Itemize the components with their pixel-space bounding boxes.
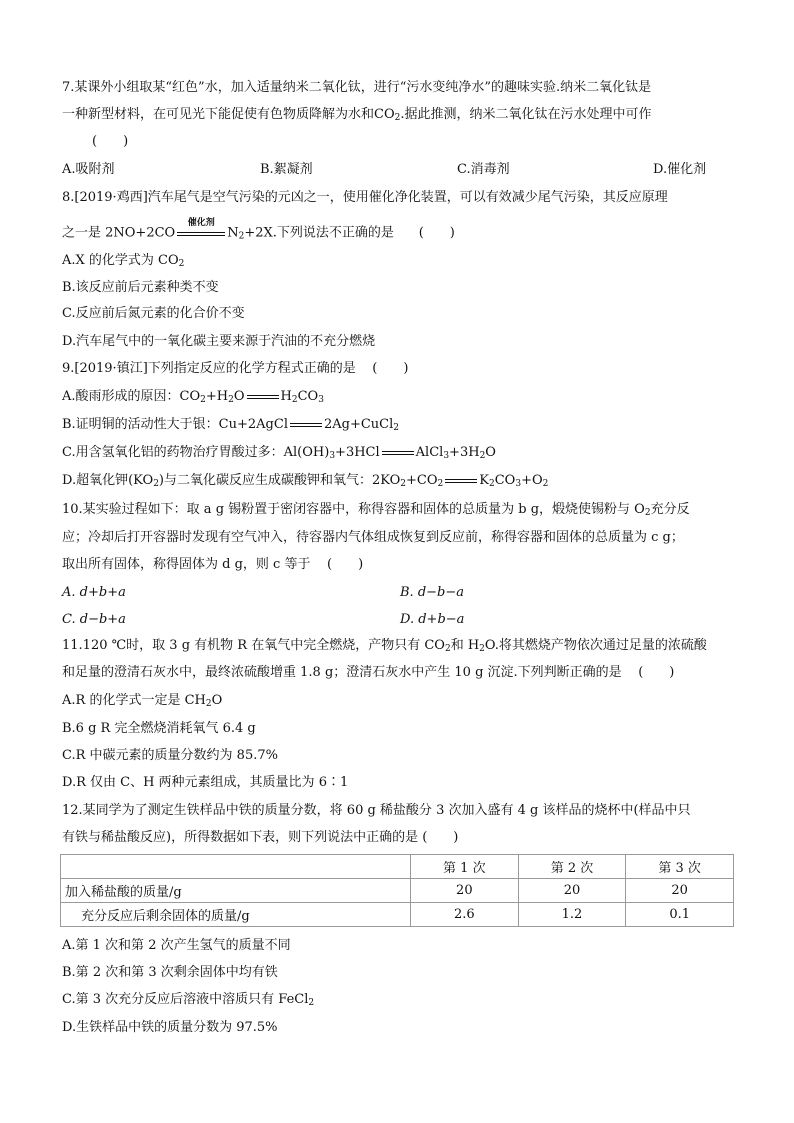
q7-option-a: A.吸附剂 [62, 162, 115, 177]
q10-stem-line-3: 取出所有固体，称得固体为 d g，则 c 等于 ( ) [62, 557, 364, 572]
q8-stem-line-1: 8.[2019·鸡西]汽车尾气是空气污染的元凶之一，使用催化净化装置，可以有效减少尾气污染，其反应原理 [62, 190, 668, 205]
q9-stem: 9.[2019·镇江]下列指定反应的化学方程式正确的是 ( ) [62, 361, 409, 376]
q12-option-d: D.生铁样品中铁的质量分数为 97.5% [62, 1020, 278, 1035]
q7-option-b: B.絮凝剂 [260, 162, 313, 177]
q11-stem-line-1: 11.120 ℃时，取 3 g 有机物 R 在氧气中完全燃烧，产物只有 $CO_2$和 $H_2O$.将其燃烧产物依次通过足量的浓硫酸 [62, 638, 707, 654]
q12-option-b: B.第 2 次和第 3 次剩余固体中均有铁 [62, 965, 278, 980]
q9-option-a: A.酸雨形成的原因：$CO_2+H_2O$ $H_2CO_3$ [62, 389, 324, 405]
q8-option-a: A.X 的化学式为 $CO_2$ [62, 253, 185, 269]
table-cell: 1.2 [518, 903, 626, 927]
q7-option-d: D.催化剂 [653, 162, 707, 177]
q12-option-c: C.第 3 次充分反应后溶液中溶质只有 FeCl$_2$ [62, 992, 315, 1008]
table-header-cell: 第 1 次 [411, 855, 519, 879]
table-header-row [61, 855, 734, 879]
q8-stem-line-2: 之一是 2NO+2CO 催化剂 $N_2+2X$.下列说法不正确的是 ( ) [62, 218, 455, 242]
q8-option-d: D.汽车尾气中的一氧化碳主要来源于汽油的不充分燃烧 [62, 334, 376, 349]
q10-option-a: A. d+b+a [62, 585, 126, 600]
table-cell: 0.1 [626, 903, 734, 927]
q10-option-c: C. d−b+a [62, 612, 126, 627]
table-row-label: 加入稀盐酸的质量/g [61, 879, 411, 903]
q12-option-a: A.第 1 次和第 2 次产生氢气的质量不同 [62, 938, 291, 953]
q11-option-d: D.R 仅由 C、H 两种元素组成，其质量比为 6∶1 [62, 775, 349, 790]
q12-data-table [60, 854, 734, 927]
q11-option-a: A.R 的化学式一定是 $CH_2O$ [62, 693, 223, 709]
table-cell: 20 [518, 879, 626, 903]
q11-option-b: B.6 g R 完全燃烧消耗氧气 6.4 g [62, 721, 256, 736]
q12-stem-line-2: 有铁与稀盐酸反应)，所得数据如下表，则下列说法中正确的是 ( ) [62, 830, 459, 845]
q8-option-c: C.反应前后氮元素的化合价不变 [62, 306, 245, 321]
table-cell: 20 [411, 879, 519, 903]
q8-option-b: B.该反应前后元素种类不变 [62, 280, 219, 295]
table-row [61, 879, 734, 903]
q10-stem-line-2: 应；冷却后打开容器时发现有空气冲入，待容器内气体组成恢复到反应前，称得容器和固体的总质量为 c g； [62, 530, 684, 545]
q9-option-c: C.用含氢氧化铝的药物治疗胃酸过多：$Al(OH)_3+3HCl$ $AlCl_3+3H_2O$ [62, 445, 496, 461]
table-header-cell: 第 2 次 [518, 855, 626, 879]
catalyst-equals-sign: 催化剂 [177, 225, 225, 241]
q11-stem-line-2: 和足量的澄清石灰水中，最终浓硫酸增重 1.8 g；澄清石灰水中产生 10 g 沉淀.下列判断正确的是 ( ) [62, 665, 675, 680]
q9-option-d: D.超氧化钾$(KO_2)$与二氧化碳反应生成碳酸钾和氧气：$2KO_2+CO_2$ $K_2CO_3+O_2$ [62, 473, 549, 489]
q10-option-b: B. d−b−a [400, 585, 464, 600]
table-cell: 20 [626, 879, 734, 903]
q7-option-c: C.消毒剂 [457, 162, 510, 177]
q7-stem-line-1: 7.某课外小组取某“红色”水，加入适量纳米二氧化钛，进行“污水变纯净水”的趣味实验.纳米二氧化钛是 [62, 80, 652, 95]
q12-stem-line-1: 12.某同学为了测定生铁样品中铁的质量分数，将 60 g 稀盐酸分 3 次加入盛有 4 g 该样品的烧杯中(样品中只 [62, 803, 691, 818]
table-header-cell [61, 855, 411, 879]
q7-answer-blank: ( ) [92, 134, 129, 149]
q9-option-b: B.证明铜的活动性大于银：Cu+2AgCl 2Ag+CuCl$_2$ [62, 417, 400, 433]
q7-stem-line-2: 一种新型材料，在可见光下能促使有色物质降解为水和$CO_2$.据此推测，纳米二氧化钛在污水处理中可作 [62, 107, 652, 123]
q10-option-d: D. d+b−a [400, 612, 465, 627]
q11-option-c: C.R 中碳元素的质量分数约为 85.7% [62, 748, 278, 763]
table-cell: 2.6 [411, 903, 519, 927]
table-row [61, 903, 734, 927]
table-row-label: 充分反应后剩余固体的质量/g [61, 903, 411, 927]
table-header-cell: 第 3 次 [626, 855, 734, 879]
q10-stem-line-1: 10.某实验过程如下：取 a g 锡粉置于密闭容器中，称得容器和固体的总质量为 b g，煅烧使锡粉与 $O_2$充分反 [62, 502, 690, 518]
